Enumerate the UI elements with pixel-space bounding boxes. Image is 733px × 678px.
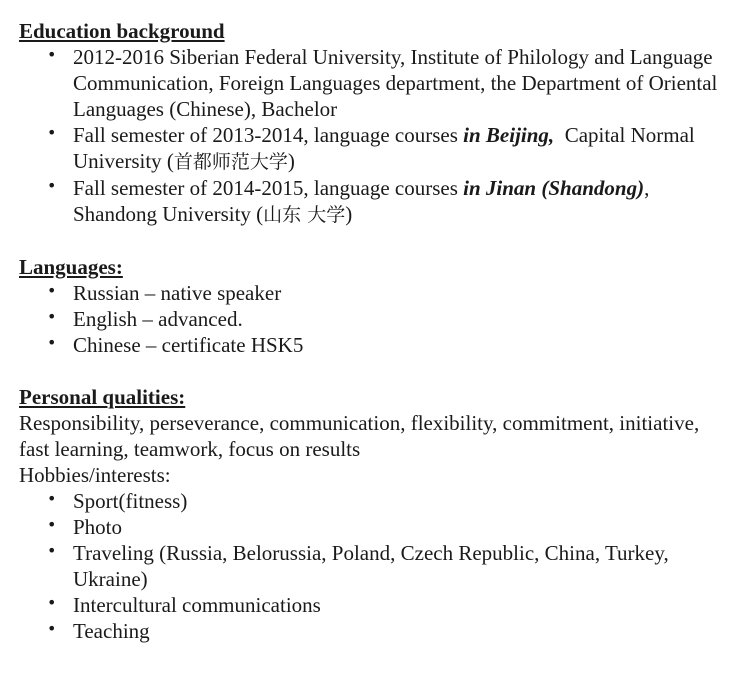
- bullet-icon: •: [47, 176, 57, 195]
- item-text-pre: Fall semester of 2014-2015, language courses: [73, 176, 464, 200]
- bullet-icon: •: [47, 307, 57, 326]
- item-text-chinese: 山东 大学: [263, 204, 346, 226]
- list-item: [19, 306, 729, 332]
- hobbies-list: [19, 488, 729, 644]
- list-item: [19, 122, 729, 175]
- item-text-post: Capital Normal University (: [73, 123, 700, 173]
- list-item: [19, 280, 729, 306]
- list-item: [19, 618, 729, 644]
- list-item: [19, 488, 729, 514]
- bullet-icon: •: [47, 489, 57, 508]
- hobby-item-photo: Photo: [73, 515, 123, 539]
- bullet-icon: •: [47, 541, 57, 560]
- personal-qualities-text: Responsibility, perseverance, communication, flexibility, commitment, initiative, fast learning, teamwork, focus on results: [19, 411, 700, 461]
- hobby-item-teaching: Teaching: [73, 619, 150, 643]
- section-spacer: [19, 228, 729, 254]
- item-text-close: ): [345, 202, 353, 226]
- languages-heading: Languages:: [19, 255, 123, 279]
- list-item: [19, 44, 729, 122]
- personal-section: [19, 384, 729, 644]
- item-text-emphasis: in Beijing,: [463, 123, 555, 147]
- item-text-chinese: 首都师范大学: [173, 151, 288, 173]
- bullet-icon: •: [47, 281, 57, 300]
- hobby-item-sport: Sport(fitness): [73, 489, 188, 513]
- item-text-pre: Fall semester of 2013-2014, language courses: [73, 123, 464, 147]
- education-item-beijing: [73, 122, 729, 175]
- bullet-icon: •: [47, 123, 57, 142]
- item-text-emphasis: in Jinan (Shandong): [463, 176, 645, 200]
- bullet-icon: •: [47, 593, 57, 612]
- languages-section: [19, 254, 729, 358]
- resume-document: [19, 18, 729, 644]
- item-text-post: , Shandong University (: [73, 176, 650, 226]
- list-item: [19, 592, 729, 618]
- education-heading: Education background: [19, 19, 225, 43]
- hobby-item-intercultural: Intercultural communications: [73, 593, 321, 617]
- education-item-siberian: 2012-2016 Siberian Federal University, Institute of Philology and Language Communication, Foreign Languages department, the Department of Oriental Languages (Chinese), Bachelor: [73, 45, 718, 121]
- list-item: [19, 514, 729, 540]
- languages-list: [19, 280, 729, 358]
- bullet-icon: •: [47, 619, 57, 638]
- education-list: [19, 44, 729, 228]
- hobbies-label: Hobbies/interests:: [19, 463, 171, 487]
- list-item: [19, 332, 729, 358]
- bullet-icon: •: [47, 515, 57, 534]
- education-section: [19, 18, 729, 228]
- bullet-icon: •: [47, 45, 57, 64]
- list-item: [19, 540, 729, 592]
- language-item-chinese: Chinese – certificate HSK5: [73, 333, 304, 357]
- education-item-jinan: [73, 175, 729, 228]
- language-item-russian: Russian – native speaker: [73, 281, 282, 305]
- bullet-icon: •: [47, 333, 57, 352]
- section-spacer: [19, 358, 729, 384]
- language-item-english: English – advanced.: [73, 307, 243, 331]
- hobby-item-traveling: Traveling (Russia, Belorussia, Poland, Czech Republic, China, Turkey, Ukraine): [73, 541, 669, 591]
- personal-heading: Personal qualities:: [19, 385, 186, 409]
- item-text-close: ): [287, 149, 295, 173]
- list-item: [19, 175, 729, 228]
